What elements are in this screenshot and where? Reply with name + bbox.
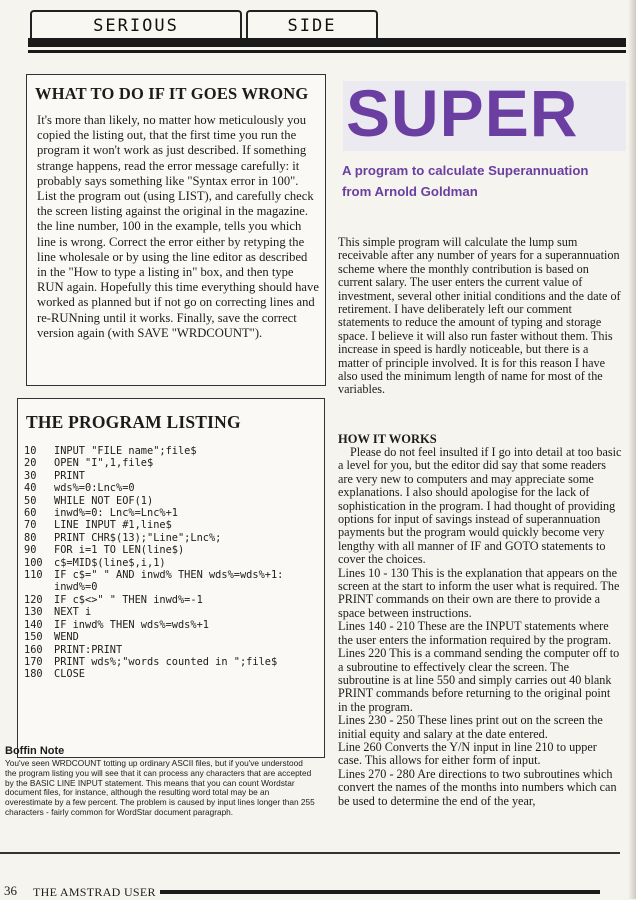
listing-line	[24, 594, 320, 606]
line-number: 60	[24, 507, 37, 520]
paragraph: Lines 230 - 250 These lines print out on the screen the initial equity and salary at the date entered.	[338, 713, 603, 741]
section-tab-side	[246, 10, 378, 40]
listing-line	[24, 668, 320, 680]
footer-bar	[160, 890, 600, 894]
line-number: 150	[24, 631, 43, 644]
tab-label: SERIOUS	[93, 16, 179, 36]
listing-line	[24, 557, 320, 569]
line-code: OPEN "I",1,file$	[54, 457, 154, 470]
listing-line	[24, 619, 320, 631]
article-title: SUPER	[346, 76, 579, 150]
page-number: 36	[4, 883, 17, 898]
troubleshooting-title: WHAT TO DO IF IT GOES WRONG	[35, 84, 309, 103]
listing-line	[24, 495, 320, 507]
line-code: wds%=0:Lnc%=0	[54, 482, 135, 495]
program-listing	[24, 445, 320, 681]
paragraph: Line 260 Converts the Y/N input in line 210 to upper case. This allows for either form of input.	[338, 739, 597, 768]
listing-line	[24, 656, 320, 668]
troubleshooting-text: It's more than likely, no matter how meticulously you copied the listing out, that the first time you run the program it won't work as just described. If something strange happens, read the error message carefully: it probably says something like "Syntax error in 100". List the program out (using LIST), and carefully check the screen listing against the original in the magazine. the line number, 100 in the example, tells you which line is wrong. Correct the error either by retyping the line wholesale or by using the line editor as described in the "How to type a listing in" box, and then type RUN again. Hopefully this time everything should have worked as planned but if not go on correcting lines and re-RUNning until it works. Finally, save the correct version again (with SAVE "WRDCOUNT").	[37, 113, 319, 340]
line-code: IF c$=" " AND inwd% THEN wds%=wds%+1: inwd%=0	[54, 569, 290, 594]
program-listing-title: THE PROGRAM LISTING	[26, 412, 241, 432]
troubleshooting-box	[26, 74, 326, 386]
line-code: WEND	[54, 631, 79, 644]
article-subtitle	[342, 160, 627, 202]
line-number: 10	[24, 445, 37, 457]
line-number: 80	[24, 531, 37, 544]
line-number: 160	[24, 643, 43, 656]
section-tab-serious	[30, 10, 242, 40]
line-number: 90	[24, 544, 37, 557]
listing-line	[24, 544, 320, 556]
paragraph: Lines 270 - 280 Are directions to two subroutines which convert the names of the months into numbers which can be used to determine the end of the year,	[338, 766, 617, 808]
listing-line	[24, 569, 320, 594]
line-number: 50	[24, 494, 37, 507]
line-code: PRINT	[54, 469, 85, 482]
line-number: 130	[24, 606, 43, 619]
line-number: 70	[24, 519, 37, 532]
line-code: INPUT "FILE name";file$	[54, 445, 197, 457]
author-line: from Arnold Goldman	[342, 184, 478, 199]
line-number: 40	[24, 482, 37, 495]
listing-line	[24, 519, 320, 531]
line-code: LINE INPUT #1,line$	[54, 519, 172, 532]
paragraph: Lines 140 - 210 These are the INPUT statements where the user enters the information required by the program.	[338, 619, 612, 647]
listing-line	[24, 507, 320, 519]
line-code: PRINT wds%;"words counted in ";file$	[54, 655, 278, 668]
how-it-works-body	[338, 446, 622, 808]
line-number: 100	[24, 556, 43, 569]
line-number: 110	[24, 569, 43, 582]
line-code: IF inwd% THEN wds%=wds%+1	[54, 618, 209, 631]
line-number: 180	[24, 668, 43, 681]
line-number: 30	[24, 469, 37, 482]
page-edge-shadow	[628, 0, 636, 899]
line-code: WHILE NOT EOF(1)	[54, 494, 154, 507]
header-rule-thick	[28, 38, 626, 47]
paragraph: Please do not feel insulted if I go into detail at too basic a level for you, but the editor did say that some readers are very new to computers and may appreciate some explanations. I also should apologise for the lack of sophistication in the program. I had thought of providing options for input of savings instead of superannuation payments but the program would quickly become very lengthy with all manner of IF and GOTO statements to cover the choices.	[338, 445, 622, 567]
line-code: NEXT i	[54, 606, 92, 619]
line-code: CLOSE	[54, 668, 85, 681]
line-code: IF c$<>" " THEN inwd%=-1	[54, 593, 203, 606]
header-rule-thin	[28, 50, 626, 53]
line-number: 170	[24, 655, 43, 668]
line-number: 20	[24, 457, 37, 470]
boffin-note-text: You've seen WRDCOUNT totting up ordinary ASCII files, but if you've understood the program listing you will see that it can process any characters that are accepted by the BASIC LINE INPUT statement. This means that you can count Wordstar document files, for instance, although the resulting word total may be an overestimate by a few percent. The problem is caused by input lines longer than 255 characters - fairly common for WordStar document paragraph.	[5, 758, 315, 817]
listing-line	[24, 644, 320, 656]
footer-rule	[0, 852, 620, 854]
paragraph: Lines 10 - 130 This is the explanation that appears on the screen at the start to inform the user what is required. The PRINT commands on their own are there to provide a space between instructions.	[338, 565, 620, 620]
line-number: 140	[24, 618, 43, 631]
listing-line	[24, 482, 320, 494]
listing-line	[24, 631, 320, 643]
subtitle-line: A program to calculate Superannuation	[342, 163, 589, 178]
paragraph: Lines 220 This is a command sending the computer off to a subroutine to effectively clear the screen. The subroutine is at line 550 and simply carries out 40 blank PRINT commands before returning to the original point in the program.	[338, 646, 620, 714]
listing-line	[24, 532, 320, 544]
line-code: FOR i=1 TO LEN(line$)	[54, 544, 185, 557]
article-intro: This simple program will calculate the lump sum receivable after any number of years for a superannuation scheme where the monthly contribution is based on current salary. The user enters the current value of investment, several other initial conditions and the date of retirement. I have deliberately left our comment statements to reduce the amount of typing and storage space. I believe it will also run faster without them. This increase in speed is hardly noticeable, but there is a matter of principle involved. It is for this reason I have also used the minimum length of name for most of the variables.	[338, 235, 621, 397]
line-code: PRINT:PRINT	[54, 643, 123, 656]
tab-label: SIDE	[287, 16, 337, 36]
listing-line	[24, 470, 320, 482]
listing-line	[24, 606, 320, 618]
program-listing-box	[17, 398, 325, 758]
line-code: inwd%=0: Lnc%=Lnc%+1	[54, 507, 178, 520]
listing-line	[24, 457, 320, 469]
line-code: PRINT CHR$(13);"Line";Lnc%;	[54, 531, 222, 544]
how-it-works-heading: HOW IT WORKS	[338, 432, 437, 446]
boffin-note-title: Boffin Note	[5, 745, 65, 757]
magazine-title: THE AMSTRAD USER	[33, 885, 156, 899]
listing-line	[24, 445, 320, 457]
line-number: 120	[24, 593, 43, 606]
line-code: c$=MID$(line$,i,1)	[54, 556, 166, 569]
